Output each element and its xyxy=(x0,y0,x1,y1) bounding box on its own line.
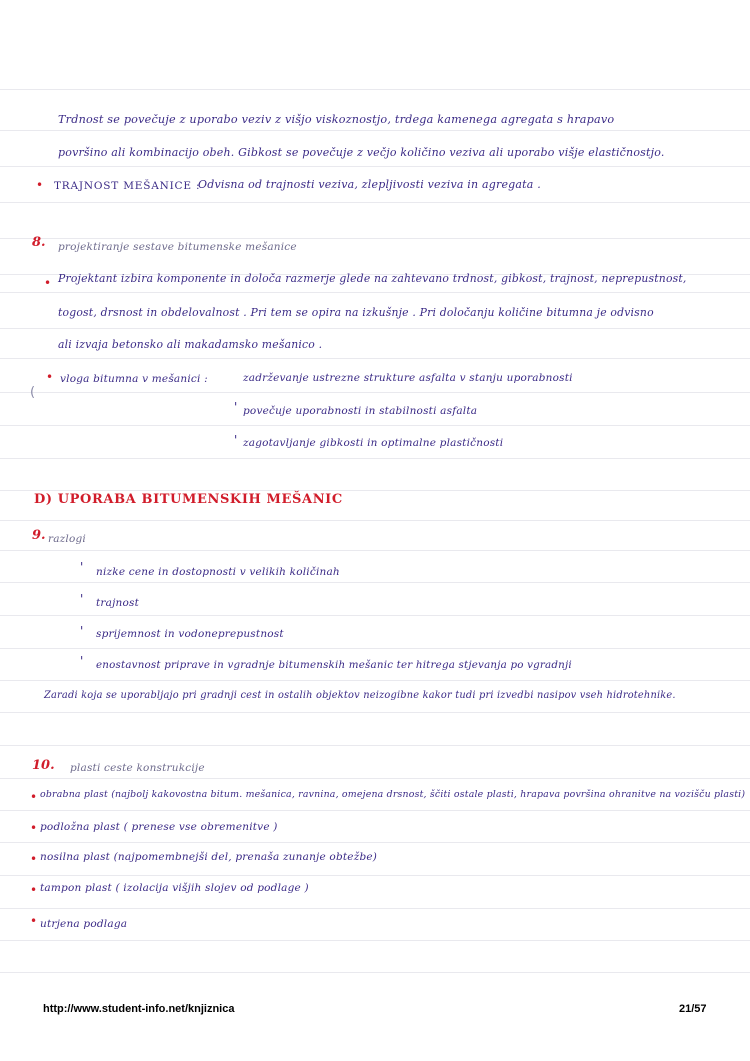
bullet-dot: • xyxy=(30,914,38,928)
ruled-line xyxy=(0,680,750,681)
margin-mark: ( xyxy=(30,385,36,400)
bullet-dot: • xyxy=(36,178,44,192)
trajnost-text: Odvisna od trajnosti veziva, zlepljivosti veziva in agregata . xyxy=(198,178,541,191)
bullet-dot: ' xyxy=(80,592,84,606)
layer-item: tampon plast ( izolacija višjih slojev od podlage ) xyxy=(40,882,309,894)
ruled-line xyxy=(0,908,750,909)
ruled-line xyxy=(0,875,750,876)
page-number: 21/57 xyxy=(679,1003,707,1015)
reason-item: trajnost xyxy=(96,597,140,609)
layer-item: podložna plast ( prenese vse obremenitve ) xyxy=(40,821,278,833)
ruled-line xyxy=(0,745,750,746)
bullet-dot: • xyxy=(44,276,52,290)
section8-para-line2: togost, drsnost in obdelovalnost . Pri tem se opira na izkušnje . Pri določanju količine bitumna je odvisno xyxy=(58,306,654,319)
section-number-9: 9. xyxy=(32,528,46,543)
ruled-line xyxy=(0,392,750,393)
section9-summary: Zaradi koja se uporabljajo pri gradnji cest in ostalih objektov neizogibne kakor tudi pri izvedbi nasipov vseh hidrotehnike. xyxy=(44,690,676,701)
section-number-10: 10. xyxy=(32,758,55,773)
ruled-line xyxy=(0,202,750,203)
ruled-line xyxy=(0,520,750,521)
role-item: povečuje uporabnosti in stabilnosti asfalta xyxy=(243,405,478,417)
section8-para-line3: ali izvaja betonsko ali makadamsko mešanico . xyxy=(58,338,323,351)
ruled-line xyxy=(0,358,750,359)
bullet-dot: • xyxy=(30,852,38,866)
gibkost-line: površino ali kombinacijo obeh. Gibkost se povečuje z večjo količino veziva ali uporabo višje elastičnostjo. xyxy=(58,146,665,159)
role-item: zagotavljanje gibkosti in optimalne plastičnosti xyxy=(243,437,504,449)
ruled-line xyxy=(0,615,750,616)
ruled-line xyxy=(0,425,750,426)
ruled-line xyxy=(0,292,750,293)
ruled-line xyxy=(0,490,750,491)
bullet-dot: • xyxy=(30,790,38,804)
ruled-line xyxy=(0,582,750,583)
bullet-dot: ' xyxy=(80,560,84,574)
section-title-8: projektiranje sestave bitumenske mešanice xyxy=(58,241,297,253)
footer-link[interactable]: http://www.student-info.net/knjiznica xyxy=(43,1003,235,1015)
roles-label: vloga bitumna v mešanici : xyxy=(60,373,208,385)
trajnost-label: TRAJNOST MEŠANICE : xyxy=(54,180,201,192)
section-title-10: plasti ceste konstrukcije xyxy=(70,762,205,774)
reason-item: nizke cene in dostopnosti v velikih količinah xyxy=(96,566,340,578)
reason-item: enostavnost priprave in vgradnje bitumenskih mešanic ter hitrega stjevanja po vgradnji xyxy=(96,659,572,671)
ruled-line xyxy=(0,328,750,329)
reason-item: sprijemnost in vodoneprepustnost xyxy=(96,628,284,640)
ruled-line xyxy=(0,238,750,239)
section-heading-d: D) UPORABA BITUMENSKIH MEŠANIC xyxy=(34,492,343,507)
bullet-dot: ' xyxy=(234,433,238,447)
bullet-dot: ' xyxy=(80,654,84,668)
bullet-dot: • xyxy=(46,370,54,384)
layer-item: nosilna plast (najpomembnejši del, prenaša zunanje obtežbe) xyxy=(40,851,378,863)
ruled-line xyxy=(0,550,750,551)
ruled-line xyxy=(0,458,750,459)
bullet-dot: • xyxy=(30,883,38,897)
ruled-line xyxy=(0,166,750,167)
bullet-dot: ' xyxy=(234,400,238,414)
section8-para-line1: Projektant izbira komponente in določa razmerje glede na zahtevano trdnost, gibkost, trajnost, neprepustnost, xyxy=(58,272,687,285)
ruled-line xyxy=(0,778,750,779)
layer-item: obrabna plast (najbolj kakovostna bitum. mešanica, ravnina, omejena drsnost, ščiti ostale plasti, hrapava površina ohranitve na vozišču plasti) xyxy=(40,789,746,800)
ruled-line xyxy=(0,810,750,811)
ruled-line xyxy=(0,130,750,131)
section-number-8: 8. xyxy=(32,235,46,250)
ruled-line xyxy=(0,89,750,90)
layer-item: utrjena podlaga xyxy=(40,918,128,930)
bullet-dot: ' xyxy=(80,624,84,638)
bullet-dot: • xyxy=(30,821,38,835)
ruled-line xyxy=(0,972,750,973)
ruled-line xyxy=(0,940,750,941)
ruled-line xyxy=(0,648,750,649)
role-item: zadrževanje ustrezne strukture asfalta v stanju uporabnosti xyxy=(243,372,573,384)
ruled-line xyxy=(0,842,750,843)
ruled-line xyxy=(0,712,750,713)
section-title-9: razlogi xyxy=(48,533,86,545)
trdnost-line: Trdnost se povečuje z uporabo veziv z višjo viskoznostjo, trdega kamenega agregata s hrapavo xyxy=(58,113,615,126)
